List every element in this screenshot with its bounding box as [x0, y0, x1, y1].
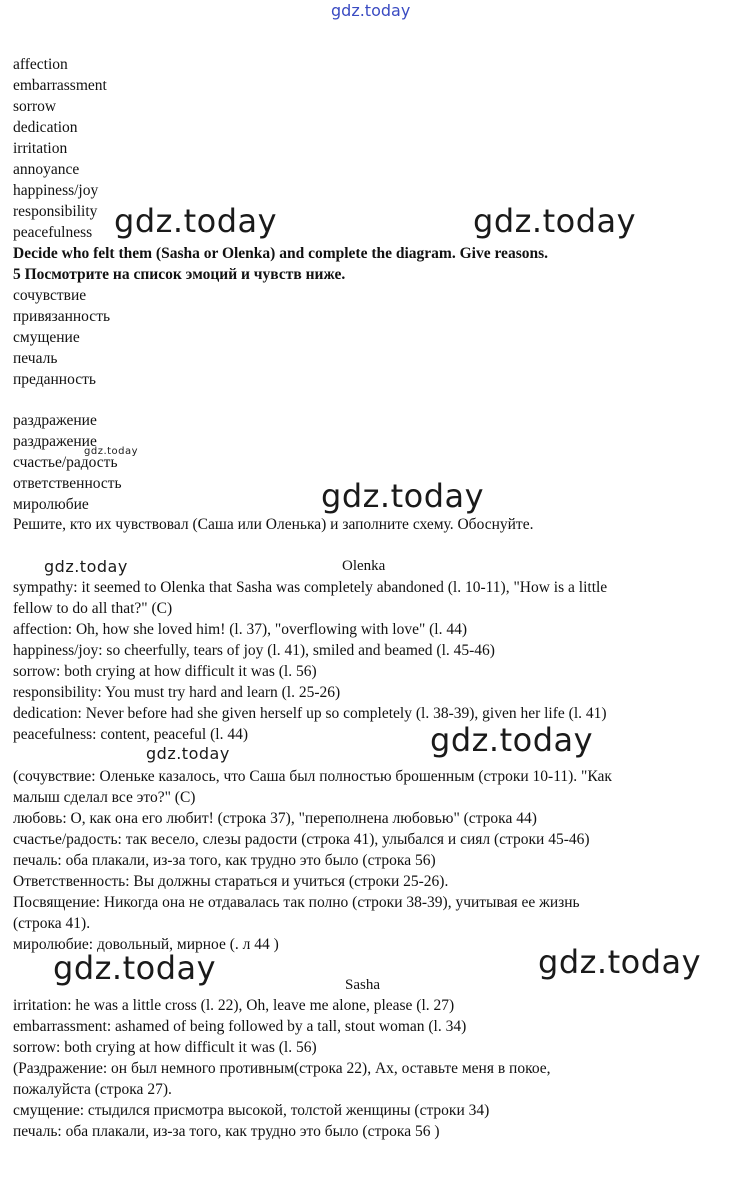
answer-line: печаль: оба плакали, из-за того, как трудно это было (строка 56) — [13, 852, 436, 869]
answer-line: малыш сделал все это?" (С) — [13, 789, 196, 806]
list-item: responsibility — [13, 203, 98, 220]
list-item: миролюбие — [13, 496, 89, 513]
list-item: печаль — [13, 350, 58, 367]
answer-line: печаль: оба плакали, из-за того, как трудно это было (строка 56 ) — [13, 1123, 440, 1140]
answer-line: responsibility: You must try hard and learn (l. 25-26) — [13, 684, 341, 701]
answer-line: смущение: стыдился присмотра высокой, толстой женщины (строки 34) — [13, 1102, 490, 1119]
watermark: gdz.today — [44, 557, 128, 576]
answer-line: (сочувствие: Оленьке казалось, что Саша был полностью брошенным (строки 10-11). "Как — [13, 768, 612, 785]
list-item: счастье/радость — [13, 454, 118, 471]
list-item: affection — [13, 56, 68, 73]
watermark: gdz.today — [146, 744, 230, 763]
watermark: gdz.today — [321, 477, 485, 515]
answer-line: (Раздражение: он был немного противным(строка 22), Ах, оставьте меня в покое, — [13, 1060, 551, 1077]
answer-line: embarrassment: ashamed of being followed by a tall, stout woman (l. 34) — [13, 1018, 467, 1035]
watermark: gdz.today — [430, 721, 594, 759]
task-heading-ru: 5 Посмотрите на список эмоций и чувств ниже. — [13, 266, 346, 283]
list-item: раздражение — [13, 412, 97, 429]
watermark: gdz.today — [53, 949, 217, 987]
answer-line: счастье/радость: так весело, слезы радости (строка 41), улыбался и сиял (строки 45-46) — [13, 831, 590, 848]
answer-line: sympathy: it seemed to Olenka that Sasha was completely abandoned (l. 10-11), "How is a little — [13, 579, 608, 596]
list-item: раздражение — [13, 433, 97, 450]
list-item: преданность — [13, 371, 96, 388]
list-item: embarrassment — [13, 77, 107, 94]
list-item: смущение — [13, 329, 80, 346]
heading-olenka: Olenka — [342, 558, 386, 574]
list-item: привязанность — [13, 308, 111, 325]
answer-line: irritation: he was a little cross (l. 22), Oh, leave me alone, please (l. 27) — [13, 997, 455, 1014]
list-item: ответственность — [13, 475, 122, 492]
watermark: gdz.today — [84, 446, 139, 457]
answer-line: sorrow: both crying at how difficult it was (l. 56) — [13, 663, 317, 680]
watermark: gdz.today — [473, 202, 637, 240]
list-item: sorrow — [13, 98, 57, 115]
answer-line: (строка 41). — [13, 915, 91, 932]
list-item: peacefulness — [13, 224, 93, 241]
answer-line: peacefulness: content, peaceful (l. 44) — [13, 726, 248, 743]
answer-line: пожалуйста (строка 27). — [13, 1081, 172, 1098]
list-item: irritation — [13, 140, 68, 157]
list-item: dedication — [13, 119, 78, 136]
list-item: happiness/joy — [13, 182, 99, 199]
task-instruction-en: Decide who felt them (Sasha or Olenka) and complete the diagram. Give reasons. — [13, 245, 548, 262]
answer-line: fellow to do all that?" (C) — [13, 600, 173, 617]
task-instruction-ru: Решите, кто их чувствовал (Саша или Оленька) и заполните схему. Обоснуйте. — [13, 516, 534, 533]
list-item: annoyance — [13, 161, 80, 178]
heading-sasha: Sasha — [345, 977, 380, 993]
answer-line: любовь: О, как она его любит! (строка 37), "переполнена любовью" (строка 44) — [13, 810, 537, 827]
top-watermark: gdz.today — [331, 1, 411, 20]
answer-line: happiness/joy: so cheerfully, tears of joy (l. 41), smiled and beamed (l. 45-46) — [13, 642, 495, 659]
answer-line: Посвящение: Никогда она не отдавалась так полно (строки 38-39), учитывая ее жизнь — [13, 894, 580, 911]
answer-line: affection: Oh, how she loved him! (l. 37), "overflowing with love" (l. 44) — [13, 621, 468, 638]
answer-line: Ответственность: Вы должны стараться и учиться (строки 25-26). — [13, 873, 449, 890]
list-item: сочувствие — [13, 287, 87, 304]
answer-line: dedication: Never before had she given herself up so completely (l. 38-39), given her life (l. 41) — [13, 705, 607, 722]
answer-line: sorrow: both crying at how difficult it was (l. 56) — [13, 1039, 317, 1056]
watermark: gdz.today — [538, 943, 702, 981]
answer-line: миролюбие: довольный, мирное (. л 44 ) — [13, 936, 279, 953]
watermark: gdz.today — [114, 202, 278, 240]
